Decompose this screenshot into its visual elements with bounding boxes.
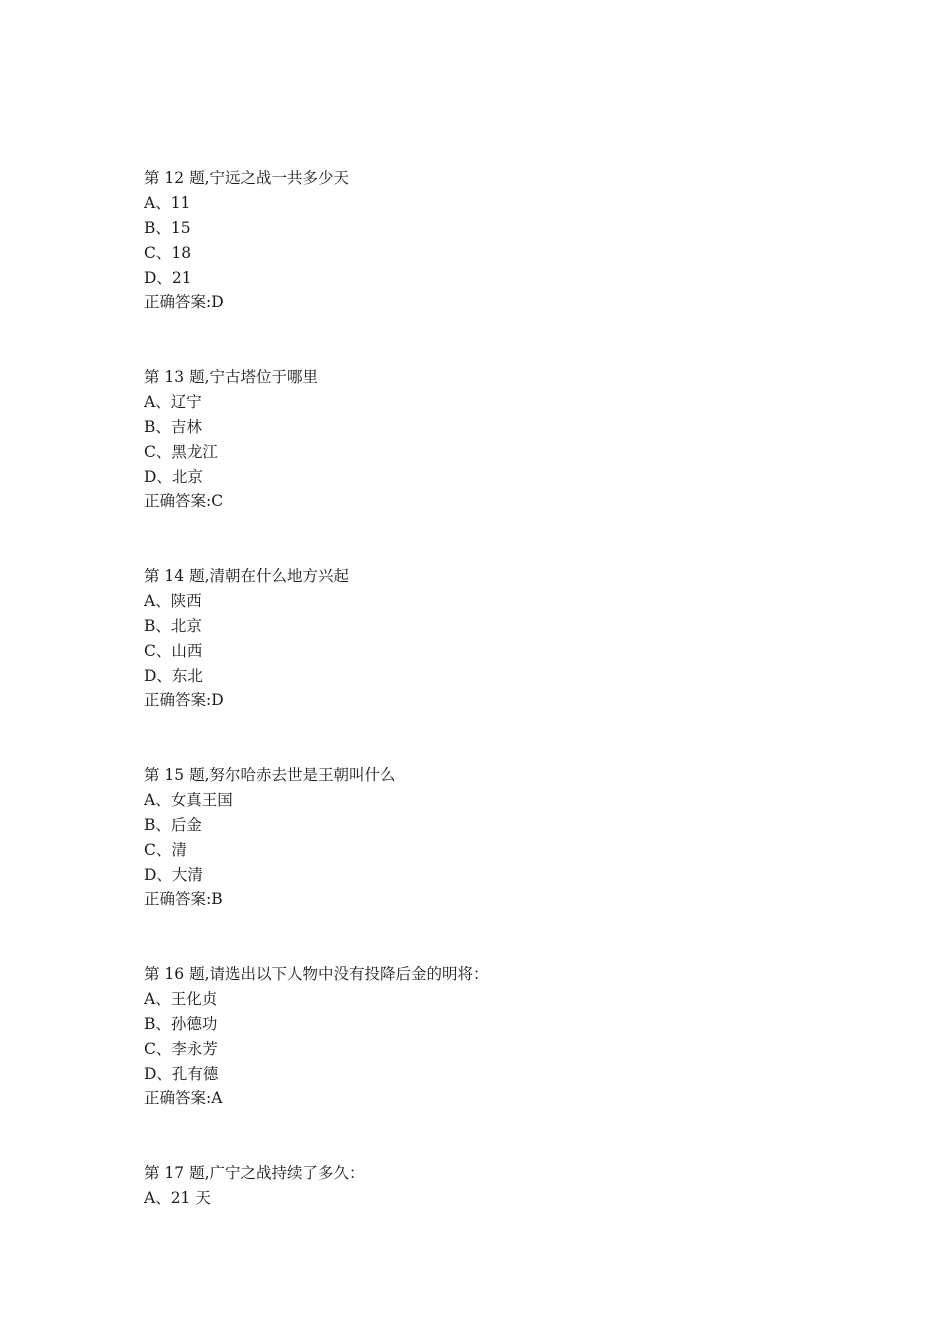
correct-answer: 正确答案:D <box>144 691 224 710</box>
question-block <box>144 763 864 912</box>
question-title: 第 13 题,宁古塔位于哪里 <box>144 368 319 386</box>
answer-option: D、大清 <box>144 865 203 884</box>
question-block <box>144 1161 864 1211</box>
correct-answer: 正确答案:C <box>144 492 224 511</box>
answer-option: A、11 <box>144 193 191 212</box>
question-block <box>144 166 864 315</box>
question-title: 第 17 题,广宁之战持续了多久： <box>144 1164 365 1182</box>
answer-option: C、黑龙江 <box>144 442 218 461</box>
correct-answer: 正确答案:A <box>144 1089 223 1108</box>
answer-option: B、吉林 <box>144 417 202 436</box>
question-block <box>144 564 864 713</box>
answer-option: D、21 <box>144 268 192 287</box>
answer-option: A、王化贞 <box>144 989 218 1008</box>
answer-option: B、孙德功 <box>144 1014 218 1033</box>
answer-option: B、15 <box>144 218 191 237</box>
answer-option: D、孔有德 <box>144 1064 219 1083</box>
answer-option: A、21 天 <box>144 1188 211 1207</box>
correct-answer: 正确答案:B <box>144 890 223 909</box>
question-title: 第 14 题,清朝在什么地方兴起 <box>144 567 350 585</box>
answer-option: C、清 <box>144 840 187 859</box>
question-block <box>144 365 864 514</box>
question-block <box>144 962 864 1111</box>
question-title: 第 16 题,请选出以下人物中没有投降后金的明将： <box>144 965 489 983</box>
answer-option: A、陕西 <box>144 591 202 610</box>
answer-option: C、18 <box>144 243 192 262</box>
answer-option: B、北京 <box>144 616 202 635</box>
answer-option: B、后金 <box>144 815 202 834</box>
answer-option: D、北京 <box>144 467 203 486</box>
question-title: 第 15 题,努尔哈赤去世是王朝叫什么 <box>144 766 396 784</box>
correct-answer: 正确答案:D <box>144 293 224 312</box>
answer-option: C、山西 <box>144 641 203 660</box>
answer-option: D、东北 <box>144 666 203 685</box>
answer-option: C、李永芳 <box>144 1039 218 1058</box>
answer-option: A、辽宁 <box>144 392 202 411</box>
question-title: 第 12 题,宁远之战一共多少天 <box>144 169 350 187</box>
answer-option: A、女真王国 <box>144 790 233 809</box>
